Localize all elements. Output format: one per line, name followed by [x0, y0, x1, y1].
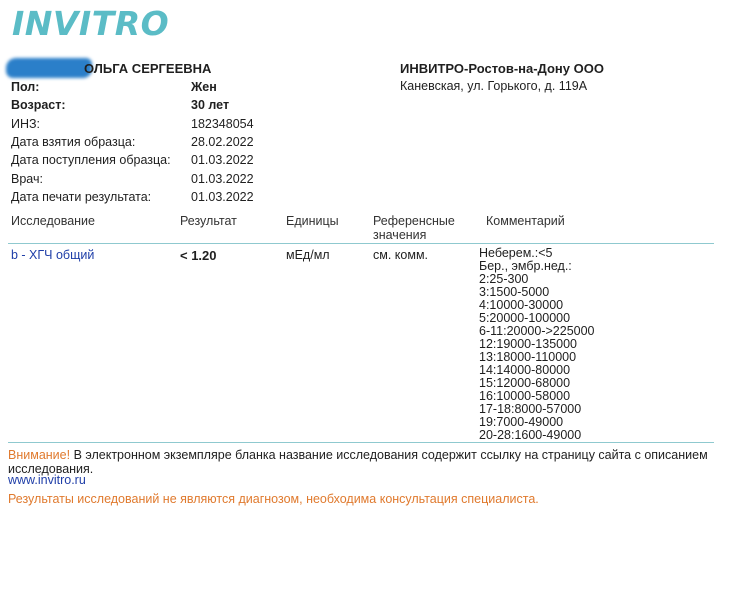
- lab-address: Каневская, ул. Горького, д. 119А: [400, 79, 588, 93]
- notice-text: В электронном экземпляре бланка название исследования содержит ссылку на страницу сайта с описанием исследования.: [8, 448, 708, 476]
- disclaimer: Результаты исследований не являются диагнозом, необходима консультация специалиста.: [8, 492, 539, 506]
- column-header-units: Единицы: [286, 214, 339, 228]
- comment-line: 15:12000-68000: [479, 376, 571, 390]
- comment-line: Неберем.:<5: [479, 246, 553, 260]
- info-label: Врач:: [11, 171, 43, 186]
- info-row-sample-date: [11, 133, 254, 151]
- comment-line: 12:19000-135000: [479, 337, 578, 351]
- comment-line: 3:1500-5000: [479, 285, 550, 299]
- comment-line: 20-28:1600-49000: [479, 428, 582, 442]
- study-link[interactable]: b - ХГЧ общий: [11, 248, 95, 262]
- column-header-reference-line2: значения: [373, 228, 427, 242]
- column-header-reference-line1: Референсные: [373, 214, 455, 228]
- comment-line: 16:10000-58000: [479, 389, 571, 403]
- info-value: 01.03.2022: [191, 171, 254, 186]
- info-row-doctor: [11, 169, 254, 187]
- info-value: 28.02.2022: [191, 135, 254, 150]
- comment-list: [479, 247, 595, 442]
- comment-line: 5:20000-100000: [479, 311, 571, 325]
- redacted-surname: [6, 58, 92, 78]
- info-value: 30 лет: [191, 98, 230, 113]
- comment-line: 14:14000-80000: [479, 363, 571, 377]
- info-value: Жен: [191, 80, 217, 95]
- comment-line: 13:18000-110000: [479, 350, 577, 364]
- comment-line: 2:25-300: [479, 272, 529, 286]
- info-value: 182348054: [191, 116, 254, 131]
- comment-line: 4:10000-30000: [479, 298, 564, 312]
- result-value: < 1.20: [180, 248, 217, 263]
- info-row-print-date: [11, 188, 254, 206]
- info-label: Дата печати результата:: [11, 189, 152, 204]
- info-row-sex: [11, 78, 254, 96]
- info-label: Дата поступления образца:: [11, 153, 171, 168]
- notice: [8, 449, 723, 476]
- notice-label: Внимание!: [8, 448, 71, 462]
- info-row-age: [11, 96, 254, 114]
- info-label: Возраст:: [11, 98, 66, 113]
- info-row-inz: [11, 115, 254, 133]
- comment-line: 6-11:20000->225000: [479, 324, 595, 338]
- header-divider: [8, 243, 714, 244]
- info-value: 01.03.2022: [191, 189, 254, 204]
- table-bottom-divider: [8, 442, 714, 443]
- lab-name: ИНВИТРО-Ростов-на-Дону ООО: [400, 61, 604, 76]
- reference-value: см. комм.: [373, 248, 429, 262]
- site-link[interactable]: www.invitro.ru: [8, 473, 86, 487]
- units-value: мЕд/мл: [286, 248, 330, 262]
- comment-line: 19:7000-49000: [479, 415, 564, 429]
- patient-name: ОЛЬГА СЕРГЕЕВНА: [84, 61, 212, 76]
- comment-line: Бер., эмбр.нед.:: [479, 259, 572, 273]
- info-label: Дата взятия образца:: [11, 135, 136, 150]
- info-value: 01.03.2022: [191, 153, 254, 168]
- column-header-comment: Комментарий: [486, 214, 565, 228]
- column-header-study: Исследование: [11, 214, 95, 228]
- column-header-result: Результат: [180, 214, 237, 228]
- invitro-logo: INVITRO: [12, 4, 170, 43]
- patient-info-table: [11, 78, 254, 206]
- info-label: ИНЗ:: [11, 116, 41, 131]
- comment-line: 17-18:8000-57000: [479, 402, 582, 416]
- column-header-reference: [373, 214, 455, 242]
- info-row-received-date: [11, 151, 254, 169]
- info-label: Пол:: [11, 80, 40, 95]
